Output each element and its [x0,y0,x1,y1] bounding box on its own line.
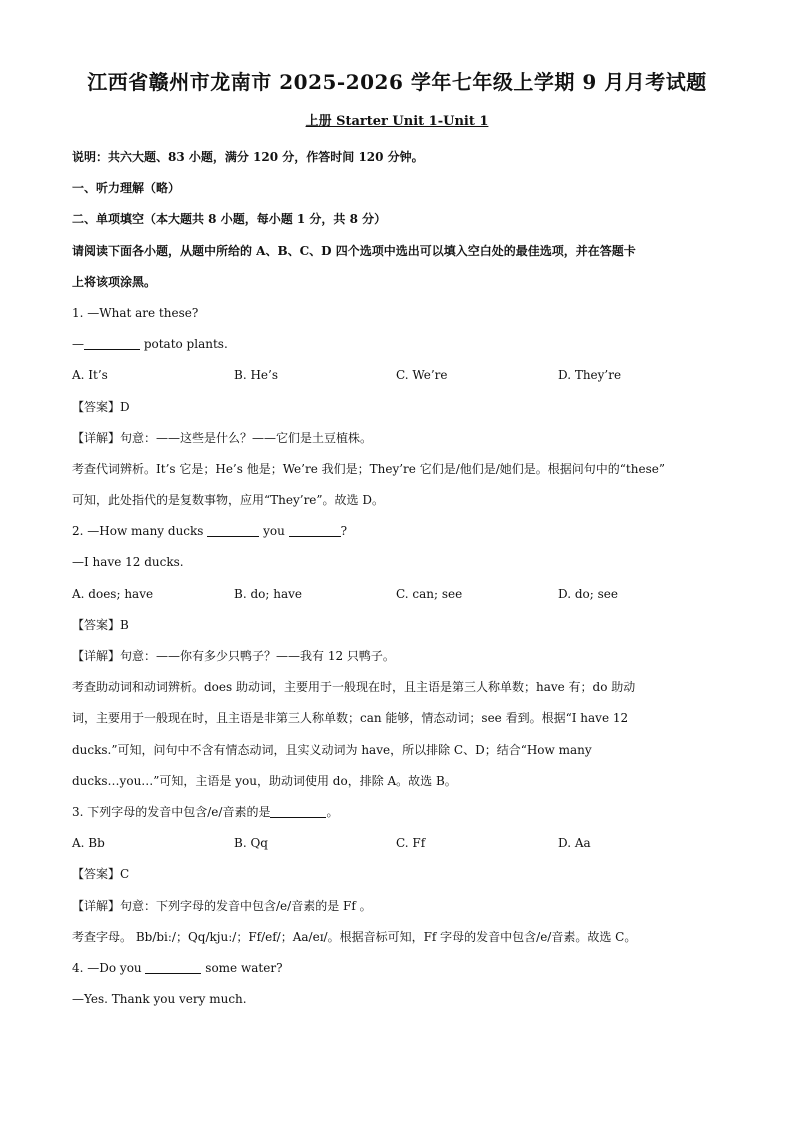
answer-blank [270,805,326,818]
question-1-explanation: 考查代词辨析。It’s 它是；He’s 他是；We’re 我们是；They’re 它们是/他们是/她们是。根据问句中的“these” [72,461,665,476]
section-heading-single-choice: 二、单项填空（本大题共 8 小题，每小题 1 分，共 8 分） [72,212,387,227]
question-1-explanation: 【详解】句意：——这些是什么？——它们是土豆植株。 [72,430,373,445]
answer-blank [145,961,201,974]
question-3-answer: 【答案】C [72,867,130,882]
option-d: D. do; see [558,586,618,601]
question-4-prompt [72,953,732,984]
option-c: C. Ff [396,836,426,851]
question-2-explanation: 词，主要用于一般现在时，且主语是非第三人称单数；can 能够，情态动词；see 看到。根据“I have 12 [72,711,629,726]
question-1-response [72,329,732,360]
question-2-response: —I have 12 ducks. [72,555,184,570]
instruction-line: 请阅读下面各小题，从题中所给的 A、B、C、D 四个选项中选出可以填入空白处的最佳选项，并在答题卡 [72,243,636,258]
answer-blank [289,524,341,537]
section-heading-listening: 一、听力理解（略） [72,181,181,196]
prompt-text: 4. —Do you [72,960,146,975]
question-3-options [72,828,732,859]
page-subtitle: 上册 Starter Unit 1-Unit 1 [305,114,489,129]
question-2-explanation: ducks…you…”可知，主语是 you，助动词使用 do，排除 A。故选 B。 [72,773,457,788]
question-2-options [72,579,732,610]
option-d: D. They’re [558,368,622,383]
question-2-explanation: 【详解】句意：——你有多少只鸭子？——我有 12 只鸭子。 [72,649,395,663]
question-3-prompt [72,797,732,828]
question-2-answer: 【答案】B [72,617,129,632]
exam-note: 说明：共六大题、83 小题，满分 120 分，作答时间 120 分钟。 [72,150,424,164]
question-4-response: —Yes. Thank you very much. [72,992,247,1007]
question-2-explanation: ducks.”可知，问句中不含有情态动词，且实义动词为 have，所以排除 C、D；结合“How many [72,742,592,757]
exam-body [72,142,732,1015]
option-c: C. We’re [396,368,448,383]
answer-blank [207,524,259,537]
page-title: 江西省赣州市龙南市 2025-2026 学年七年级上学期 9 月月考试题 [87,70,707,94]
question-1-answer: 【答案】D [72,399,130,414]
option-a: A. does; have [72,586,154,601]
question-2-explanation: 考查助动词和动词辨析。does 助动词，主要用于一般现在时，且主语是第三人称单数；have 有；do 助动 [72,680,636,695]
prompt-text: ? [340,524,348,539]
option-d: D. Aa [558,836,591,851]
question-1-explanation: 可知，此处指代的是复数事物，应用“They’re”。故选 D。 [72,493,384,508]
prompt-text: 3. 下列字母的发音中包含/e/音素的是 [72,804,271,819]
instruction-line: 上将该项涂黑。 [72,274,157,289]
question-2-prompt [72,516,732,547]
prompt-text: some water? [201,960,283,975]
response-text: potato plants. [140,337,228,352]
dash: — [72,337,84,352]
prompt-text: 。 [326,804,339,819]
question-1-prompt: 1. —What are these? [72,305,199,320]
option-b: B. Qq [234,836,268,851]
prompt-text: you [259,524,289,539]
prompt-text: 2. —How many ducks [72,524,208,539]
question-1-options [72,360,732,391]
option-b: B. do; have [234,586,302,601]
option-a: A. It’s [72,368,108,383]
answer-blank [84,337,140,350]
option-a: A. Bb [72,836,105,851]
question-3-explanation: 【详解】句意：下列字母的发音中包含/e/音素的是 Ff 。 [72,898,372,913]
option-c: C. can; see [396,586,463,601]
option-b: B. He’s [234,368,278,383]
question-3-explanation: 考查字母。 Bb/biː/；Qq/kjuː/；Ff/ef/；Aa/eɪ/。根据音标可知，Ff 字母的发音中包含/e/音素。故选 C。 [72,929,637,944]
